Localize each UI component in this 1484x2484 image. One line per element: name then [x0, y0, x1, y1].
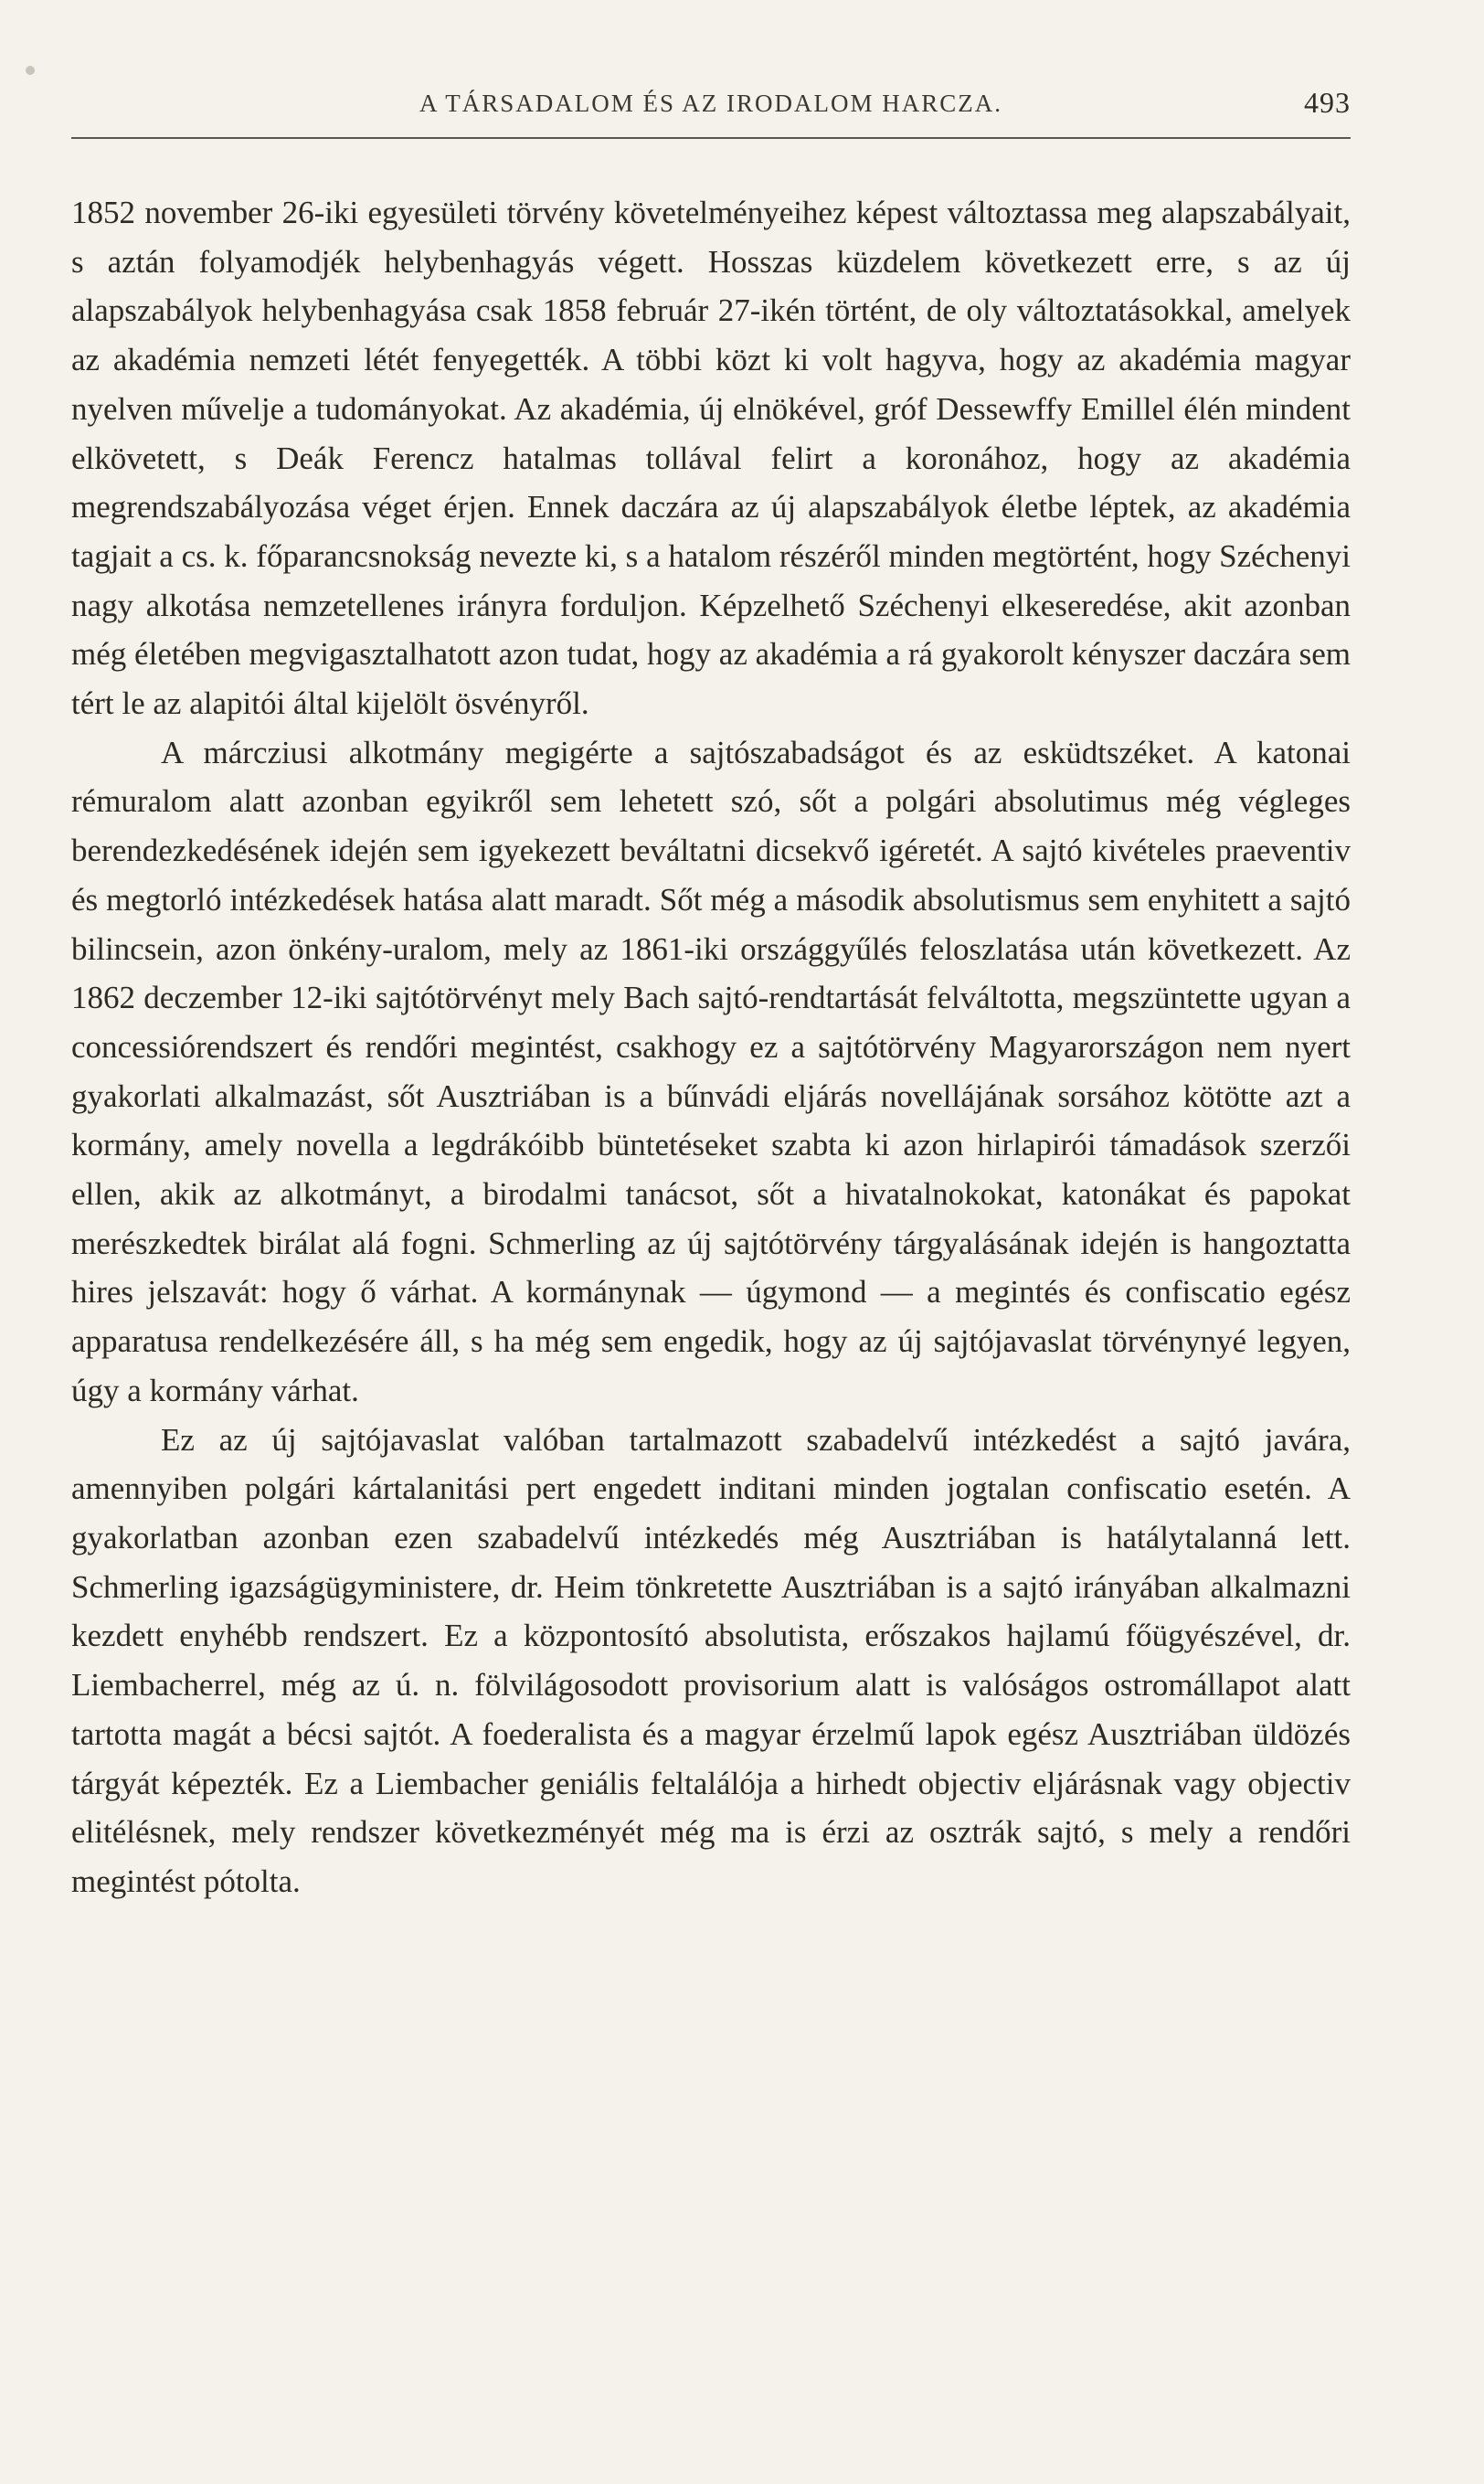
- paragraph-2: A márcziusi alkotmány megigérte a sajtószabadságot és az esküdtszéket. A katonai rémuralom alatt azonban egyikről sem lehetett szó, sőt a polgári absolutimus még végleges berendezkedésének idején sem igyekezett beváltatni dicsekvő igéretét. A sajtó kivételes praeventiv és megtorló intézkedések hatása alatt maradt. Sőt még a második absolutismus sem enyhitett a sajtó bilincsein, azon önkény-uralom, mely az 1861-iki országgyűlés feloszlatása után következett. Az 1862 deczember 12-iki sajtótörvényt mely Bach sajtó-rendtartását felváltotta, megszüntette ugyan a concessiórendszert és rendőri megintést, csakhogy ez a sajtótörvény Magyarországon nem nyert gyakorlati alkalmazást, sőt Ausztriában is a bűnvádi eljárás novellájának sorsához kötötte azt a kormány, amely novella a legdrákóibb büntetéseket szabta ki azon hirlapirói támadások szerzői ellen, akik az alkotmányt, a birodalmi tanácsot, sőt a hivatalnokokat, katonákat és papokat merészkedtek birálat alá fogni. Schmerling az új sajtótörvény tárgyalásának idején is hangoztatta hires jelszavát: hogy ő várhat. A kormánynak — úgymond — a megintés és confiscatio egész apparatusa rendelkezésére áll, s ha még sem engedik, hogy az új sajtójavaslat törvénynyé legyen, úgy a kormány várhat.: [71, 734, 1351, 1408]
- page-header: [71, 84, 1351, 130]
- paragraph-1: 1852 november 26-iki egyesületi törvény követelményeihez képest változtassa meg alapszabályait, s aztán folyamodjék helybenhagyás végett. Hosszas küzdelem következett erre, s az új alapszabályok helybenhagyása csak 1858 február 27-ikén történt, de oly változtatásokkal, amelyek az akadémia nemzeti létét fenyegették. A többi közt ki volt hagyva, hogy az akadémia magyar nyelven művelje a tudományokat. Az akadémia, új elnökével, gróf Dessewffy Emillel élén mindent elkövetett, s Deák Ferencz hatalmas tollával felirt a koronához, hogy az akadémia megrendszabályozása véget érjen. Ennek daczára az új alapszabályok életbe léptek, az akadémia tagjait a cs. k. főparancsnokság nevezte ki, s a hatalom részéről minden megtörtént, hogy Széchenyi nagy alkotása nemzetellenes irányra forduljon. Képzelhető Széchenyi elkeseredése, akit azonban még életében megvigasztalhatott azon tudat, hogy az akadémia a rá gyakorolt kényszer daczára sem tért le az alapitói által kijelölt ösvényről.: [71, 195, 1351, 722]
- body-text: [71, 188, 1351, 1906]
- page-number: 493: [1304, 86, 1351, 119]
- paragraph-3: Ez az új sajtójavaslat valóban tartalmazott szabadelvű intézkedést a sajtó javára, amennyiben polgári kártalanitási pert engedett inditani minden jogtalan confiscatio esetén. A gyakorlatban azonban ezen szabadelvű intézkedés még Ausztriában is hatálytalanná lett. Schmerling igazságügyministere, dr. Heim tönkretette Ausztriában is a sajtó irányában alkalmazni kezdett enyhébb rendszert. Ez a központosító absolutista, erőszakos hajlamú főügyészével, dr. Liembacherrel, még az ú. n. fölvilágosodott provisorium alatt is valóságos ostromállapot alatt tartotta magát a bécsi sajtót. A foederalista és a magyar érzelmű lapok egész Ausztriában üldözés tárgyát képezték. Ez a Liembacher geniális feltalálója a hirhedt objectiv eljárásnak vagy objectiv elitélésnek, mely rendszer következményét még ma is érzi az osztrák sajtó, s mely a rendőri megintést pótolta.: [71, 1421, 1351, 1899]
- running-head: A TÁRSADALOM ÉS AZ IRODALOM HARCZA.: [419, 90, 1003, 117]
- header-rule: [71, 137, 1351, 139]
- paper-blemish: [26, 66, 35, 75]
